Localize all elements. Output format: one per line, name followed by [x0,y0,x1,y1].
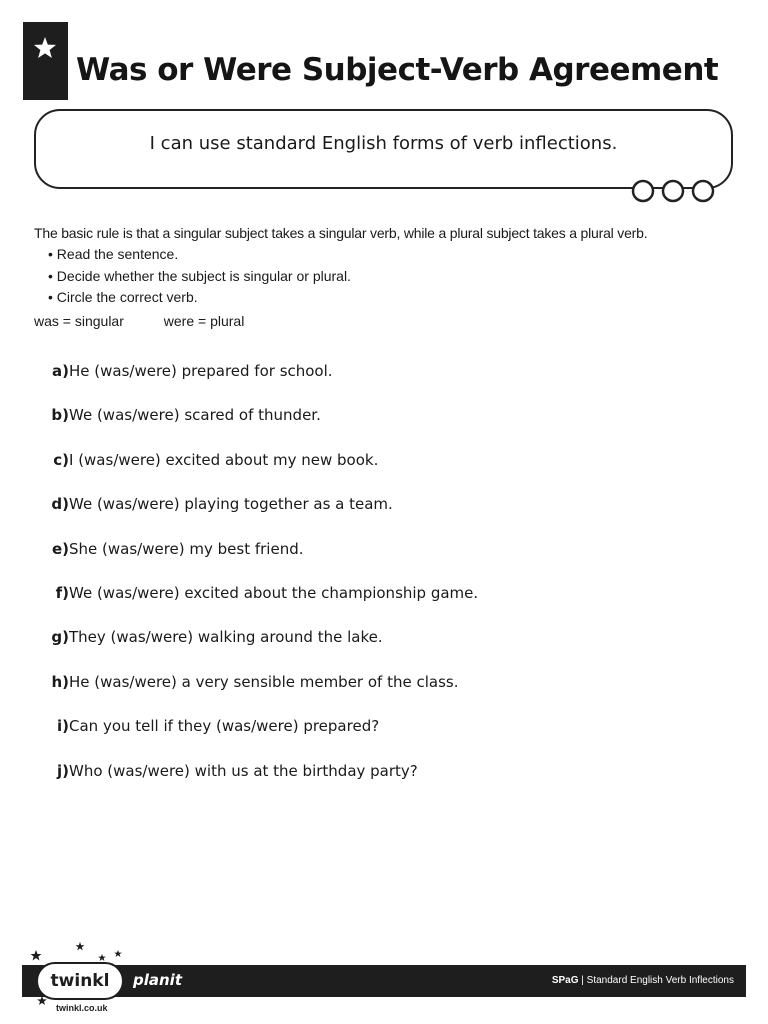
question-letter: c) [53,450,69,469]
question-list [34,362,734,806]
question-item [34,673,734,717]
question-sentence[interactable]: Can you tell if they (was/were) prepared? [69,717,380,736]
star-icon [33,36,57,60]
question-letter: i) [57,717,69,736]
steps-list [34,244,744,309]
question-letter: j) [57,761,69,780]
learning-objective-box [34,109,733,189]
footer-unit-label [552,975,734,986]
step-item: • Read the sentence. [48,244,744,266]
unit-label: Standard English Verb Inflections [586,975,734,986]
question-letter: f) [55,583,69,602]
question-sentence[interactable]: We (was/were) playing together as a team. [69,495,393,514]
question-item [34,495,734,539]
learning-objective-text: I can use standard English forms of verb inflections. [149,132,618,154]
question-letter: h) [51,672,69,691]
question-sentence[interactable]: He (was/were) a very sensible member of the class. [69,672,459,691]
question-letter: a) [52,362,69,380]
question-sentence[interactable]: They (was/were) walking around the lake. [69,628,383,647]
question-item [34,584,734,628]
question-item [34,362,734,406]
ellipsis-dots-icon [631,179,715,203]
rule-text: The basic rule is that a singular subject takes a singular verb, while a plural subject takes a plural verb. [34,225,648,241]
planit-logo: planit [133,971,182,989]
question-sentence[interactable]: We (was/were) scared of thunder. [69,406,321,425]
question-letter: d) [51,495,69,514]
separator: | [581,975,584,986]
question-item [34,451,734,495]
question-sentence[interactable]: I (was/were) excited about my new book. [69,450,379,469]
question-sentence[interactable]: He (was/were) prepared for school. [69,362,333,380]
question-item [34,406,734,450]
page-title: Was or Were Subject-Verb Agreement [76,52,719,88]
question-item [34,762,734,806]
question-sentence[interactable]: We (was/were) excited about the championship game. [69,583,479,602]
question-sentence[interactable]: She (was/were) my best friend. [69,539,304,558]
twinkl-logo: twinkl [36,962,124,1000]
step-item: • Circle the correct verb. [48,287,744,309]
question-letter: b) [51,406,69,425]
subject-label: SPaG [551,975,579,986]
question-item [34,540,734,584]
question-item [34,628,734,672]
question-letter: g) [51,628,69,647]
step-item: • Decide whether the subject is singular or plural. [48,266,744,288]
instructions [34,222,744,332]
were-key: were = plural [163,312,245,329]
question-sentence[interactable]: Who (was/were) with us at the birthday party? [69,761,418,780]
verb-key [34,310,744,332]
website-url: twinkl.co.uk [56,1003,108,1013]
question-item [34,717,734,761]
question-letter: e) [51,539,69,558]
corner-tab [23,22,68,100]
was-key: was = singular [34,312,124,329]
